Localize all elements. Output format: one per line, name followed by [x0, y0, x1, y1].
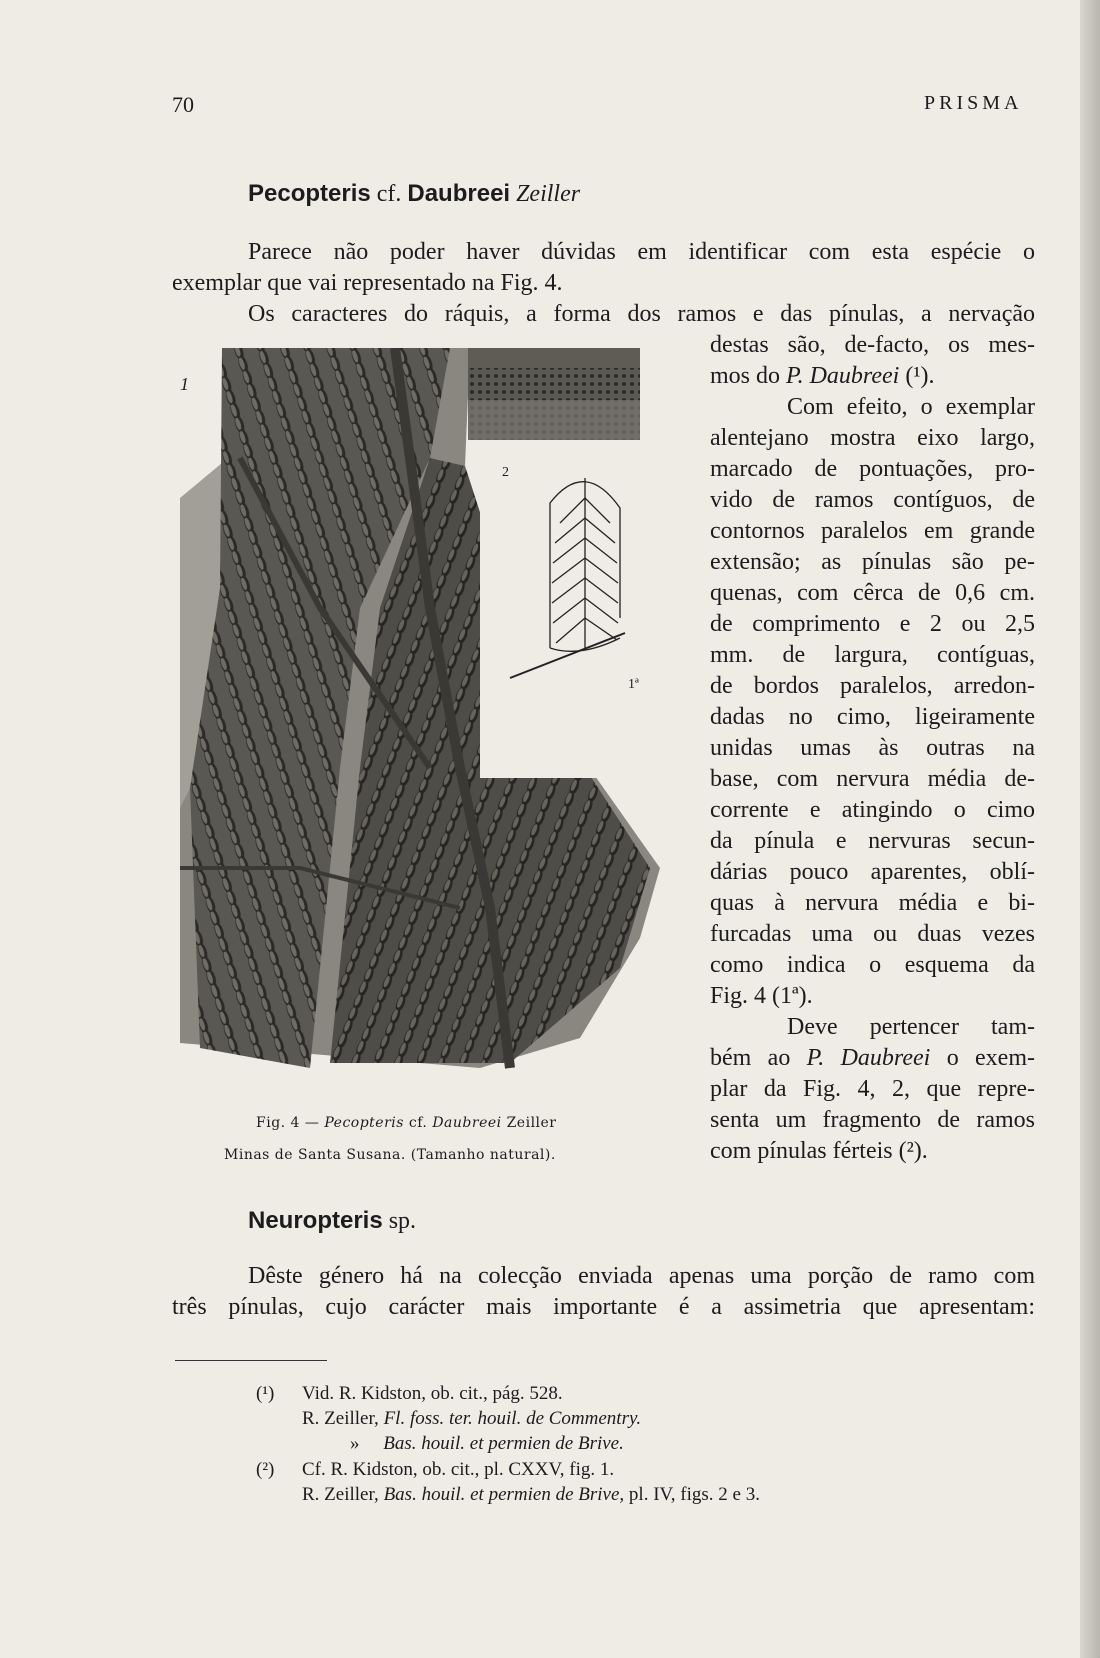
footnote-1-line2: R. Zeiller, Fl. foss. ter. houil. de Commentry. [302, 1408, 642, 1429]
page-number: 70 [172, 92, 194, 117]
figure-caption-line2: Minas de Santa Susana. (Tamanho natural). [224, 1147, 556, 1163]
column-line: contornos paralelos em grande [710, 518, 1035, 544]
section-heading-neuropteris: Neuropteris sp. [248, 1207, 417, 1234]
column-line: como indica o esquema da [710, 952, 1035, 978]
figure-label-1a: 1ª [628, 677, 639, 692]
column-line: senta um fragmento de ramos [710, 1107, 1035, 1133]
column-line: bém ao P. Daubreei o exem- [710, 1045, 1035, 1071]
column-line: alentejano mostra eixo largo, [710, 425, 1035, 451]
column-line: Fig. 4 (1ª). [710, 983, 813, 1009]
paragraph-line: Dêste género há na colecção enviada apenas uma porção de ramo com [248, 1263, 1035, 1289]
footnote-1-line1: Vid. R. Kidston, ob. cit., pág. 528. [302, 1383, 563, 1404]
column-line: da pínula e nervuras secun- [710, 828, 1035, 854]
paragraph-line: Os caracteres do ráquis, a forma dos ramos e das pínulas, a nervação [248, 301, 1035, 327]
paragraph-line: três pínulas, cujo carácter mais importante é a assimetria que apresentam: [172, 1294, 1035, 1320]
column-line: de bordos paralelos, arredon- [710, 673, 1035, 699]
column-line: Com efeito, o exemplar [787, 394, 1035, 420]
footnote-rule [175, 1360, 327, 1361]
column-line: plar da Fig. 4, 2, que repre- [710, 1076, 1035, 1102]
column-line: quenas, com cêrca de 0,6 cm. [710, 580, 1035, 606]
page-spine-shadow [1080, 0, 1100, 1658]
column-line: quas à nervura média e bi- [710, 890, 1035, 916]
column-line: destas são, de-facto, os mes- [710, 332, 1035, 358]
column-line: vido de ramos contíguos, de [710, 487, 1035, 513]
paragraph-line: Parece não poder haver dúvidas em identificar com esta espécie o [248, 239, 1035, 265]
column-line: marcado de pontuações, pro- [710, 456, 1035, 482]
column-line: de comprimento e 2 ou 2,5 [710, 611, 1035, 637]
figure-label-2: 2 [502, 465, 509, 480]
column-line: mm. de largura, contíguas, [710, 642, 1035, 668]
footnote-1-mark: (¹) [256, 1383, 275, 1404]
column-line: Deve pertencer tam- [787, 1014, 1035, 1040]
section-heading-pecopteris: Pecopteris cf. Daubreei Zeiller [248, 180, 581, 207]
running-title: PRISMA [924, 92, 1023, 114]
footnote-2-line2: R. Zeiller, Bas. houil. et permien de Brive, pl. IV, figs. 2 e 3. [302, 1484, 760, 1505]
column-line: extensão; as pínulas são pe- [710, 549, 1035, 575]
column-line: com pínulas férteis (²). [710, 1138, 928, 1164]
right-column-text [710, 330, 1035, 1167]
column-line: base, com nervura média de- [710, 766, 1035, 792]
column-line: dárias pouco aparentes, oblí- [710, 859, 1035, 885]
column-line: unidas umas às outras na [710, 735, 1035, 761]
column-line: dadas no cimo, ligeiramente [710, 704, 1035, 730]
figure-label-1: 1 [180, 374, 189, 394]
paragraph-line: exemplar que vai representado na Fig. 4. [172, 270, 563, 296]
column-line: furcadas uma ou duas vezes [710, 921, 1035, 947]
footnote-1-line3: » Bas. houil. et permien de Brive. [350, 1433, 624, 1454]
fossil-figure [180, 348, 680, 1098]
column-line: corrente e atingindo o cimo [710, 797, 1035, 823]
footnote-2-line1: Cf. R. Kidston, ob. cit., pl. CXXV, fig. 1. [302, 1459, 615, 1480]
figure-caption-line1: Fig. 4 — Pecopteris cf. Daubreei Zeiller [256, 1115, 557, 1131]
column-line: mos do P. Daubreei (¹). [710, 363, 935, 389]
footnote-2-mark: (²) [256, 1459, 275, 1480]
